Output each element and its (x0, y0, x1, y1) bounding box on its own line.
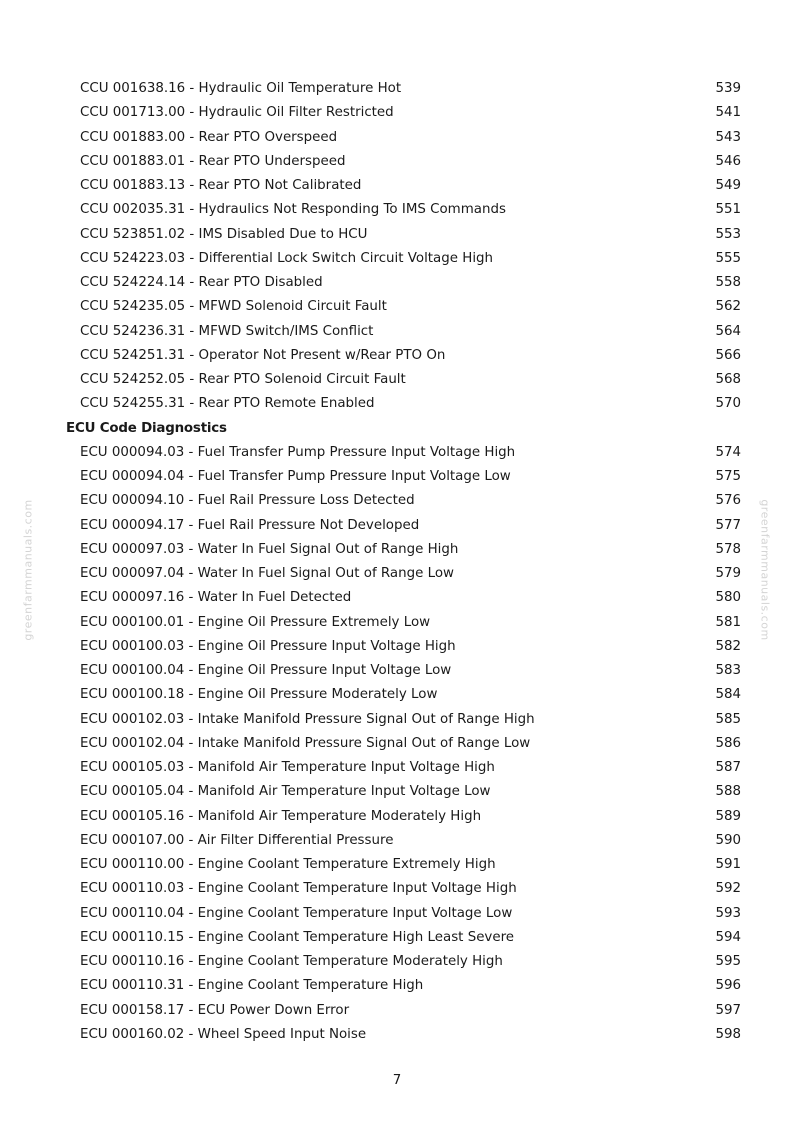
toc-entry-page-number: 598 (715, 1026, 741, 1042)
toc-entry-title: CCU 001883.01 - Rear PTO Underspeed (80, 153, 346, 169)
toc-entry-page-number: 583 (715, 663, 741, 678)
toc-entry-title: CCU 524255.31 - Rear PTO Remote Enabled (80, 396, 375, 412)
toc-entry-page-number: 591 (715, 857, 741, 872)
toc-entry-page-number: 551 (715, 202, 741, 218)
toc-entry-page-number: 568 (715, 372, 741, 387)
toc-entry-title: ECU 000097.03 - Water In Fuel Signal Out of Range High (80, 541, 459, 557)
toc-entry[interactable] (0, 441, 794, 465)
toc-entry-page-number: 585 (715, 711, 741, 727)
toc-entry-title: CCU 524224.14 - Rear PTO Disabled (80, 275, 323, 290)
toc-entry[interactable] (0, 950, 794, 974)
toc-entry-title: ECU 000105.04 - Manifold Air Temperature Input Voltage Low (80, 784, 491, 800)
toc-entry-page-number: 581 (715, 614, 741, 630)
toc-entry[interactable] (0, 126, 794, 150)
toc-entry-page-number: 593 (715, 905, 741, 921)
toc-entry-title: ECU 000110.00 - Engine Coolant Temperature Extremely High (80, 857, 496, 872)
toc-entry-page-number: 578 (715, 541, 741, 557)
toc-entry-page-number: 597 (715, 1002, 741, 1018)
toc-entry[interactable] (0, 708, 794, 732)
toc-entry[interactable] (0, 829, 794, 853)
toc-entry[interactable] (0, 659, 794, 683)
toc-entry[interactable] (0, 1023, 794, 1047)
toc-entry-page-number: 555 (715, 250, 741, 266)
toc-entry[interactable] (0, 877, 794, 901)
toc-entry-page-number: 588 (715, 784, 741, 800)
toc-entry-page-number: 539 (715, 81, 741, 96)
toc-entry-title: ECU 000110.15 - Engine Coolant Temperature High Least Severe (80, 929, 515, 945)
toc-entry-title: ECU 000105.16 - Manifold Air Temperature Moderately High (80, 808, 482, 824)
toc-entry-title: CCU 523851.02 - IMS Disabled Due to HCU (80, 226, 368, 242)
toc-entry-page-number: 549 (715, 178, 741, 193)
toc-entry[interactable] (0, 247, 794, 271)
toc-entry[interactable] (0, 489, 794, 513)
toc-entry[interactable] (0, 198, 794, 222)
toc-entry-title: ECU 000100.01 - Engine Oil Pressure Extremely Low (80, 614, 431, 630)
toc-entry-title: ECU 000107.00 - Air Filter Differential Pressure (80, 832, 394, 848)
toc-entry[interactable] (0, 611, 794, 635)
toc-entry-title: CCU 001638.16 - Hydraulic Oil Temperature Hot (80, 81, 402, 96)
toc-entry-page-number: 596 (715, 978, 741, 994)
toc-entry[interactable] (0, 805, 794, 829)
toc-entry-title: ECU 000100.18 - Engine Oil Pressure Moderately Low (80, 687, 438, 703)
toc-entry-title: ECU 000097.04 - Water In Fuel Signal Out of Range Low (80, 566, 454, 581)
watermark-right: greenfarmmanuals.com (758, 499, 772, 641)
toc-entry-page-number: 574 (715, 444, 741, 460)
toc-entry[interactable] (0, 562, 794, 586)
toc-entry-page-number: 584 (715, 687, 741, 703)
table-of-contents (0, 77, 794, 1047)
toc-entry-title: ECU 000094.17 - Fuel Rail Pressure Not Developed (80, 517, 420, 533)
toc-entry-title: ECU 000094.10 - Fuel Rail Pressure Loss Detected (80, 493, 415, 509)
toc-entry-page-number: 575 (715, 469, 741, 484)
toc-entry-title: ECU 000094.03 - Fuel Transfer Pump Pressure Input Voltage High (80, 444, 516, 460)
page-number: 7 (392, 1073, 402, 1088)
toc-entry-page-number: 546 (715, 153, 741, 169)
toc-entry-title: ECU 000105.03 - Manifold Air Temperature Input Voltage High (80, 760, 495, 775)
toc-entry-page-number: 570 (715, 396, 741, 412)
toc-entry[interactable] (0, 344, 794, 368)
toc-entry-title: ECU 000102.03 - Intake Manifold Pressure Signal Out of Range High (80, 711, 535, 727)
toc-entry[interactable] (0, 295, 794, 319)
toc-entry[interactable] (0, 999, 794, 1023)
toc-entry-title: ECU 000160.02 - Wheel Speed Input Noise (80, 1026, 367, 1042)
toc-entry-title: ECU 000102.04 - Intake Manifold Pressure Signal Out of Range Low (80, 735, 531, 751)
toc-entry-title: ECU 000110.31 - Engine Coolant Temperature High (80, 978, 424, 994)
section-title: ECU Code Diagnostics (66, 420, 227, 436)
toc-entry-title: ECU 000097.16 - Water In Fuel Detected (80, 590, 352, 606)
toc-entry-title: ECU 000110.16 - Engine Coolant Temperature Moderately High (80, 954, 503, 969)
toc-entry[interactable] (0, 586, 794, 610)
toc-entry[interactable] (0, 635, 794, 659)
toc-entry-page-number: 543 (715, 129, 741, 145)
toc-entry-page-number: 579 (715, 566, 741, 581)
toc-entry-title: ECU 000100.03 - Engine Oil Pressure Input Voltage High (80, 638, 456, 654)
toc-entry[interactable] (0, 902, 794, 926)
toc-entry[interactable] (0, 514, 794, 538)
toc-entry[interactable] (0, 77, 794, 101)
toc-entry-page-number: 582 (715, 638, 741, 654)
toc-entry-page-number: 587 (715, 760, 741, 775)
toc-section-heading (0, 417, 794, 441)
toc-entry-page-number: 564 (715, 323, 741, 339)
toc-entry-title: CCU 001713.00 - Hydraulic Oil Filter Restricted (80, 105, 394, 121)
toc-entry[interactable] (0, 320, 794, 344)
toc-entry[interactable] (0, 974, 794, 998)
toc-entry-title: CCU 001883.00 - Rear PTO Overspeed (80, 129, 338, 145)
toc-entry[interactable] (0, 780, 794, 804)
toc-entry-page-number: 566 (715, 347, 741, 363)
toc-entry-page-number: 592 (715, 881, 741, 897)
toc-entry[interactable] (0, 732, 794, 756)
toc-entry-page-number: 558 (715, 275, 741, 290)
toc-entry[interactable] (0, 465, 794, 489)
toc-entry-title: CCU 524251.31 - Operator Not Present w/Rear PTO On (80, 347, 446, 363)
toc-entry-title: CCU 001883.13 - Rear PTO Not Calibrated (80, 178, 362, 193)
toc-entry-page-number: 595 (715, 954, 741, 969)
toc-entry-title: ECU 000094.04 - Fuel Transfer Pump Pressure Input Voltage Low (80, 469, 511, 484)
toc-entry[interactable] (0, 392, 794, 416)
watermark-left: greenfarmmanuals.com (21, 499, 35, 641)
toc-entry-title: CCU 002035.31 - Hydraulics Not Responding To IMS Commands (80, 202, 506, 218)
toc-entry[interactable] (0, 271, 794, 295)
toc-entry-page-number: 541 (715, 105, 741, 121)
toc-entry[interactable] (0, 538, 794, 562)
toc-entry-page-number: 594 (715, 929, 741, 945)
toc-entry-page-number: 553 (715, 226, 741, 242)
toc-entry-title: CCU 524252.05 - Rear PTO Solenoid Circuit Fault (80, 372, 406, 387)
toc-entry-page-number: 590 (715, 832, 741, 848)
toc-entry-page-number: 577 (715, 517, 741, 533)
toc-entry-title: ECU 000100.04 - Engine Oil Pressure Input Voltage Low (80, 663, 452, 678)
toc-entry-page-number: 589 (715, 808, 741, 824)
toc-entry-title: ECU 000110.04 - Engine Coolant Temperature Input Voltage Low (80, 905, 513, 921)
toc-entry[interactable] (0, 368, 794, 392)
toc-entry[interactable] (0, 853, 794, 877)
toc-entry[interactable] (0, 174, 794, 198)
toc-entry-title: CCU 524236.31 - MFWD Switch/IMS Conflict (80, 323, 374, 339)
toc-entry-page-number: 576 (715, 493, 741, 509)
toc-entry[interactable] (0, 223, 794, 247)
toc-entry[interactable] (0, 150, 794, 174)
toc-entry-title: ECU 000158.17 - ECU Power Down Error (80, 1002, 350, 1018)
toc-entry-title: CCU 524223.03 - Differential Lock Switch Circuit Voltage High (80, 250, 494, 266)
toc-entry[interactable] (0, 926, 794, 950)
toc-entry-page-number: 580 (715, 590, 741, 606)
toc-entry[interactable] (0, 756, 794, 780)
toc-entry-title: CCU 524235.05 - MFWD Solenoid Circuit Fault (80, 299, 387, 315)
toc-entry-page-number: 562 (715, 299, 741, 315)
toc-entry[interactable] (0, 101, 794, 125)
toc-entry-title: ECU 000110.03 - Engine Coolant Temperature Input Voltage High (80, 881, 517, 897)
toc-entry-page-number: 586 (715, 735, 741, 751)
toc-entry[interactable] (0, 683, 794, 707)
